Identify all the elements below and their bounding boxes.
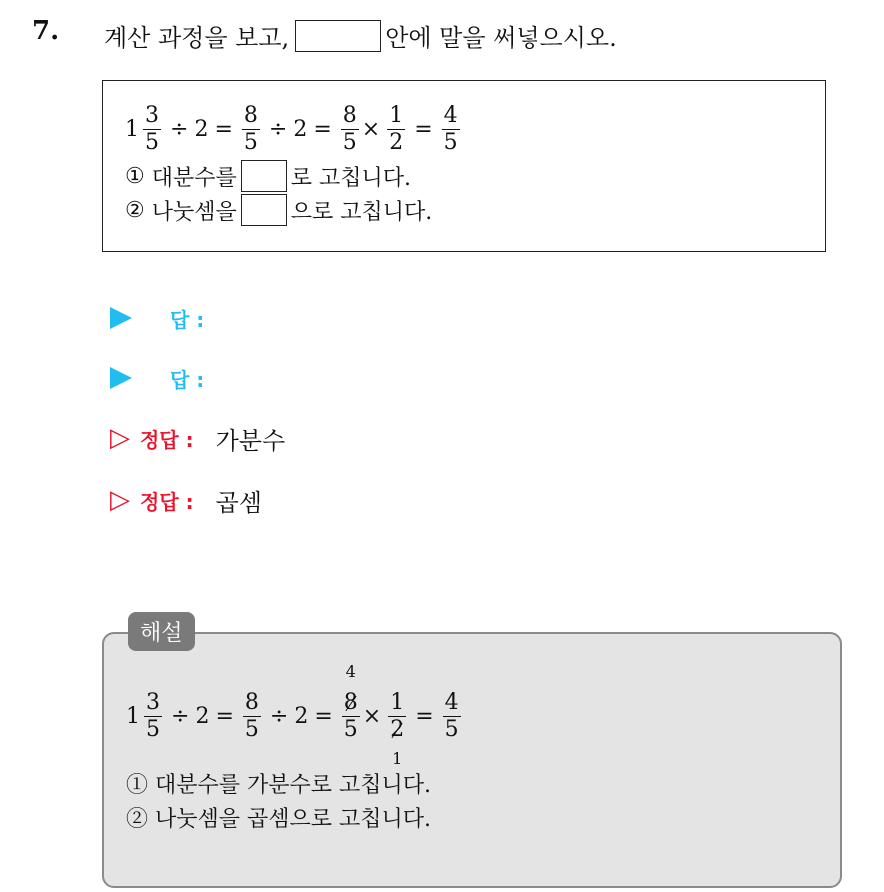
- divide-sign: ÷: [170, 116, 189, 142]
- outline-triangle-icon: ▷: [110, 423, 130, 453]
- solution-step-1: ① 대분수를 가분수로 고칩니다.: [126, 772, 431, 798]
- solution-box: [102, 632, 842, 888]
- equals-sign: =: [214, 116, 233, 142]
- answer-row-1: [110, 300, 204, 336]
- problem-equation: [125, 99, 463, 227]
- mixed-whole: 1: [125, 116, 139, 142]
- question-number: 7.: [32, 16, 60, 46]
- cancel-result-top: 4: [345, 661, 356, 681]
- step-blank: [241, 194, 287, 226]
- problem-step-1: ① 대분수를 로 고칩니다.: [125, 159, 463, 193]
- solution-step-2: ② 나눗셈을 곱셈으로 고칩니다.: [126, 806, 431, 832]
- outline-triangle-icon: ▷: [110, 485, 130, 515]
- fraction: $\frac{4}{5}$: [444, 689, 459, 742]
- correct-answer-label: 정답 :: [140, 489, 194, 514]
- correct-answer-value: 가분수: [215, 426, 286, 455]
- times-sign: ×: [362, 703, 382, 729]
- fraction-cancelled: 1 2 1: [390, 689, 405, 768]
- fraction: $\frac{1}{2}$: [389, 102, 404, 155]
- times-sign: ×: [361, 116, 381, 142]
- play-triangle-icon: [110, 307, 132, 329]
- question-text-after: 안에 말을 써넣으시오.: [385, 24, 617, 52]
- question-text-before: 계산 과정을 보고,: [104, 24, 290, 52]
- question-text: [104, 18, 617, 53]
- answer-row-2: [110, 360, 204, 396]
- question-blank: [295, 20, 381, 52]
- fraction: $\frac{8}{5}$: [342, 102, 357, 155]
- correct-answer-row-2: [110, 482, 262, 518]
- fraction: $\frac{3}{5}$: [146, 689, 160, 742]
- divide-sign: ÷: [268, 116, 288, 142]
- equals-sign: =: [314, 703, 333, 729]
- problem-box: [102, 80, 826, 252]
- equals-sign: =: [415, 703, 434, 729]
- fraction: $\frac{8}{5}$: [244, 689, 259, 742]
- fraction-cancelled: 4 8 5: [343, 661, 358, 742]
- play-triangle-icon: [110, 367, 132, 389]
- correct-answer-label: 정답 :: [140, 427, 194, 452]
- correct-answer-row-1: [110, 420, 285, 456]
- mixed-whole: 1: [126, 703, 140, 729]
- equals-sign: =: [414, 116, 433, 142]
- number: 2: [194, 116, 209, 142]
- correct-answer-value: 곱셈: [215, 488, 262, 517]
- answer-label: 답 :: [170, 307, 205, 332]
- number: 2: [195, 703, 210, 729]
- step-blank: [241, 160, 287, 192]
- problem-step-2: ② 나눗셈을 으로 고칩니다.: [125, 193, 463, 227]
- solution-tag: 해설: [128, 612, 195, 651]
- number: 2: [294, 703, 309, 729]
- divide-sign: ÷: [171, 703, 190, 729]
- solution-equation: [126, 661, 464, 834]
- equals-sign: =: [215, 703, 234, 729]
- answer-label: 답 :: [170, 367, 205, 392]
- number: 2: [293, 116, 308, 142]
- equals-sign: =: [313, 116, 332, 142]
- fraction: $\frac{3}{5}$: [145, 102, 159, 155]
- cancel-result-bottom: 1: [392, 748, 403, 768]
- divide-sign: ÷: [269, 703, 289, 729]
- fraction: $\frac{8}{5}$: [243, 102, 258, 155]
- fraction: $\frac{4}{5}$: [443, 102, 458, 155]
